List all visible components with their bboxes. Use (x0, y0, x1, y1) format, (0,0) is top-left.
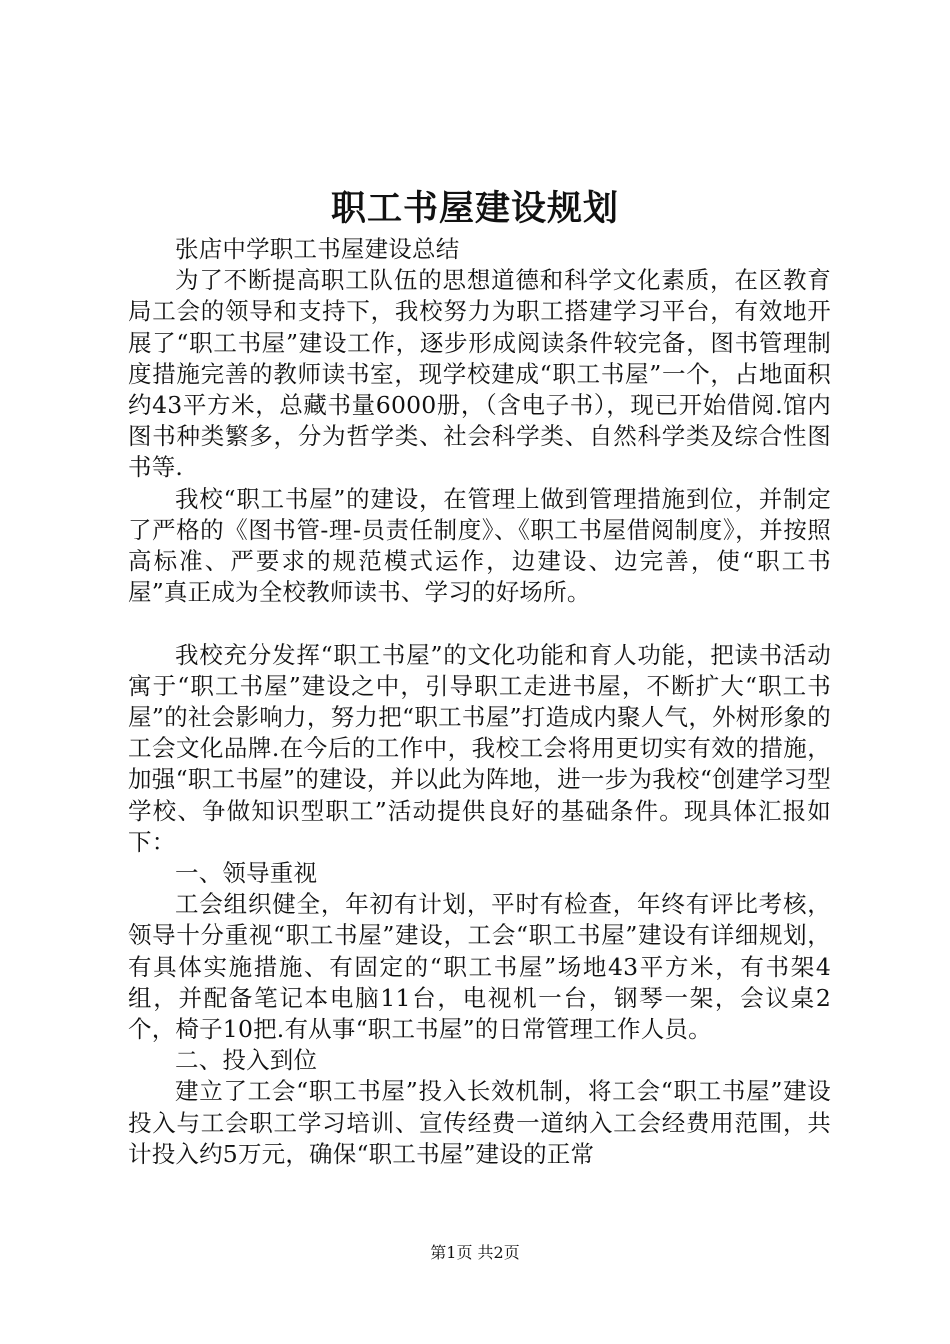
paragraph-subtitle: 张店中学职工书屋建设总结 (175, 235, 460, 263)
paragraph-culture: 我校充分发挥“职工书屋”的文化功能和育人功能，把读书活动寓于“职工书屋”建设之中，引导职工走进书屋，不断扩大“职工书屋”的社会影响力，努力把“职工书屋”打造成内聚人气，外树形象的工会文化品牌.在今后的工作中，我校工会将用更切实有效的措施，加强“职工书屋”的建设，并以此为阵地，进一步为我校“创建学习型学校、争做知识型职工”活动提供良好的基础条件。现具体汇报如下： (128, 640, 831, 856)
paragraph-spacer (128, 608, 831, 639)
paragraph-investment: 建立了工会“职工书屋”投入长效机制，将工会“职工书屋”建设投入与工会职工学习培训、宣传经费一道纳入工会经费用范围，共计投入约5万元，确保“职工书屋”建设的正常 (128, 1077, 831, 1168)
paragraph-intro: 为了不断提高职工队伍的思想道德和科学文化素质，在区教育局工会的领导和支持下，我校努力为职工搭建学习平台，有效地开展了“职工书屋”建设工作，逐步形成阅读条件较完备，图书管理制度措施完善的教师读书室，现学校建成“职工书屋”一个，占地面积约43平方米，总藏书量6000册，（含电子书），现已开始借阅.馆内图书种类繁多，分为哲学类、社会科学类、自然科学类及综合性图书等. (128, 266, 831, 482)
document-title: 职工书屋建设规划 (330, 188, 619, 229)
document-body (128, 234, 831, 1170)
section-heading-leadership: 一、领导重视 (175, 859, 318, 888)
page-footer: 第1页 共2页 (430, 1243, 520, 1262)
section-heading-investment: 二、投入到位 (175, 1046, 318, 1075)
paragraph-management: 我校“职工书屋”的建设，在管理上做到管理措施到位，并制定了严格的《图书管-理-员责任制度》、《职工书屋借阅制度》，并按照高标准、严要求的规范模式运作，边建设、边完善，使“职工书屋”真正成为全校教师读书、学习的好场所。 (128, 484, 831, 607)
paragraph-leadership: 工会组织健全，年初有计划，平时有检查，年终有评比考核，领导十分重视“职工书屋”建设，工会“职工书屋”建设有详细规划，有具体实施措施、有固定的“职工书屋”场地43平方米，有书架4组，并配备笔记本电脑11台，电视机一台，钢琴一架，会议桌2个，椅子10把.有从事“职工书屋”的日常管理工作人员。 (128, 890, 831, 1044)
